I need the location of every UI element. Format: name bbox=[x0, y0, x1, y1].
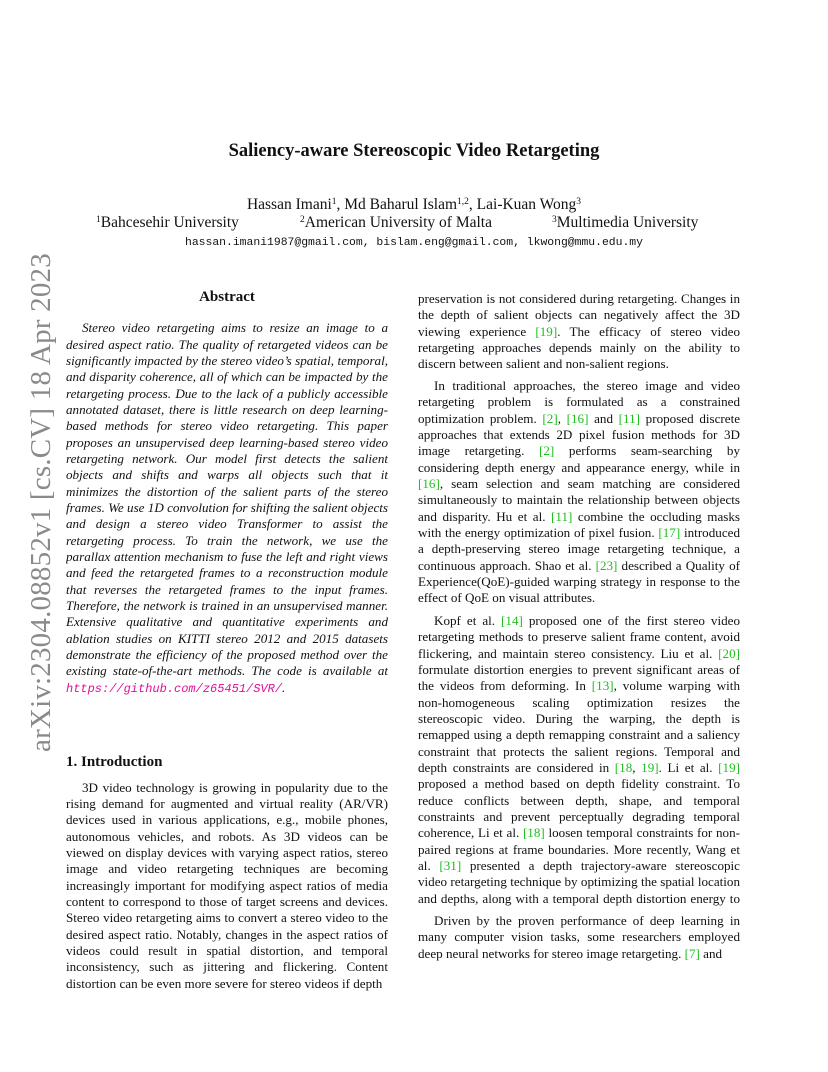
paragraph bbox=[418, 291, 740, 372]
intro-paragraph: 3D video technology is growing in popularity due to the rising demand for augmented and virtual reality (AR/VR) devices used in various applications, e.g., mobile phones, autonomous vehicles, and robots. As 3D videos can be viewed on display devices with varying aspect ratios, stereo image and video retargeting techniques are becoming increasingly important for modifying aspect ratios of media content to correspond to those of target screens and devices. Stereo video retargeting aims to convert a stereo video to the desired aspect ratio. Notably, changes in the aspect ratios of videos could result in spatial distortion, and temporal inconsistency, such as jittering and flickering. Content distortion can be even more severe for stereo videos if depth bbox=[66, 779, 388, 991]
body-text: formulate distortion energies to prevent significant areas of the videos from deforming. In bbox=[418, 661, 740, 694]
citation-link[interactable]: [17] bbox=[658, 524, 681, 540]
body-text: Kopf et al. bbox=[434, 613, 502, 628]
affil-sup: 2 bbox=[300, 215, 305, 225]
body-text: described a Quality of Experience(QoE)-guided warping strategy in response to the effect of QoE on visual attributes. bbox=[418, 557, 740, 606]
citation-link[interactable]: [2] bbox=[539, 443, 555, 459]
right-column bbox=[418, 291, 740, 968]
paragraph bbox=[418, 913, 740, 962]
body-text: proposed one of the first stereo video retargeting methods to preserve salient frame content, avoid flickering, and maintain stereo consistency. Liu et al. bbox=[418, 613, 740, 661]
author-affil-sup: 1,2 bbox=[457, 197, 469, 207]
section-heading-introduction: 1. Introduction bbox=[66, 754, 163, 771]
citation-link[interactable]: [2] bbox=[542, 410, 558, 426]
body-text: Driven by the proven performance of deep learning in many computer vision tasks, some researchers employed deep neural networks for stereo image retargeting. bbox=[418, 913, 740, 961]
arxiv-side-stamp: arXiv:2304.08852v1 [cs.CV] 18 Apr 2023 bbox=[25, 253, 57, 752]
paper-title: Saliency-aware Stereoscopic Video Retargeting bbox=[228, 141, 600, 161]
citation-link[interactable]: [13] bbox=[591, 678, 614, 694]
author-line bbox=[0, 196, 828, 214]
affiliation-3 bbox=[552, 214, 698, 232]
author-separator: , bbox=[468, 196, 477, 213]
affiliation-1 bbox=[96, 214, 239, 232]
body-text: loosen temporal constraints for non-paired regions at frame boundaries. More recently, Wang et al. bbox=[418, 825, 740, 873]
author-name: Hassan Imani bbox=[246, 196, 332, 213]
affil-sup: 1 bbox=[96, 215, 101, 225]
citation-link[interactable]: [16] bbox=[418, 475, 440, 491]
abstract-body bbox=[66, 320, 388, 728]
citation-link[interactable]: [18] bbox=[522, 825, 545, 841]
citation-link[interactable]: [31] bbox=[439, 857, 462, 873]
abstract-tail: . bbox=[282, 679, 286, 695]
paragraph bbox=[418, 378, 740, 607]
citation-link[interactable]: [18 bbox=[614, 759, 633, 775]
body-text: , volume warping with non-homogeneous scaling optimization resizes the stereoscopic video. During the warping, the depth is remapped using a depth remapping constraint and a saliency constraint that protects the salient regions. Temporal and depth constraints are considered in bbox=[418, 678, 740, 775]
author-emails: hassan.imani1987@gmail.com, bislam.eng@gmail.com, lkwong@mmu.edu.my bbox=[185, 237, 643, 249]
citation-link[interactable]: [16] bbox=[566, 410, 589, 426]
citation-link[interactable]: [19] bbox=[535, 323, 558, 339]
paragraph bbox=[418, 613, 740, 907]
body-text: . The efficacy of stereo video retargeting approaches depends mainly on the ability to discern between salient and non-salient regions. bbox=[418, 323, 740, 372]
body-text: introduced a depth-preserving stereo image retargeting technique, a continuous approach. Shao et al. bbox=[418, 524, 740, 573]
body-text: proposed a method based on depth fidelity constraint. To reduce conflicts between depth, shape, and temporal constraints and prevent perceptually degrading temporal coherence, Li et al. bbox=[418, 776, 740, 841]
affiliation-2 bbox=[300, 214, 492, 232]
author-affil-sup: 3 bbox=[576, 197, 582, 207]
citation-link[interactable]: [23] bbox=[595, 557, 618, 573]
citation-link[interactable]: [14] bbox=[501, 613, 523, 628]
body-text: , seam selection and seam matching are considered simultaneously to maintain the relationship between objects and disparity. Hu et al. bbox=[418, 475, 740, 524]
body-text: In traditional approaches, the stereo image and video retargeting problem is formulated as a constrained optimization problem. bbox=[418, 378, 740, 426]
citation-link[interactable]: [7] bbox=[684, 945, 700, 961]
code-link[interactable]: https://github.com/z65451/SVR/ bbox=[66, 681, 283, 696]
abstract-text: Stereo video retargeting aims to resize an image to a desired aspect ratio. The quality of retargeted videos can be significantly impacted by the stereo video’s spatial, temporal, and disparity coherence, all of which can be impacted by the retargeting process. Due to the lack of a publicly accessible annotated dataset, there is little research on deep learning-based methods for stereo video retargeting. This paper proposes an unsupervised deep learning-based stereo video retargeting network. Our model first detects the salient objects and shifts and warps all objects such that it minimizes the distortion of the salient parts of the stereo frames. We use 1D convolution for shifting the salient objects and design a stereo video Transformer to assist the retargeting process. To train the network, we use the parallax attention mechanism to fuse the left and right views and feed the retargeted frames to a reconstruction module that reverses the retargeted frames to the input frames. Therefore, the network is trained in an unsupervised manner. Extensive qualitative and quantitative experiments and ablation studies on KITTI stereo 2012 and 2015 datasets demonstrate the efficiency of the proposed method over the existing state-of-the-art methods. The code is available at bbox=[66, 320, 388, 679]
citation-link[interactable]: [11] bbox=[551, 508, 573, 524]
affil-name: Multimedia University bbox=[556, 214, 699, 231]
affil-name: American University of Malta bbox=[304, 214, 492, 231]
abstract-heading: Abstract bbox=[199, 289, 255, 305]
body-text: preservation is not considered during retargeting. Changes in the depth of salient objects can negatively affect the 3D viewing experience bbox=[418, 291, 740, 339]
left-column bbox=[66, 289, 388, 993]
citation-link[interactable]: [19] bbox=[718, 759, 740, 775]
author-name: Md Baharul Islam bbox=[344, 196, 458, 213]
body-text: , bbox=[632, 759, 642, 775]
body-text: , bbox=[557, 410, 567, 426]
body-text: combine the occluding masks with the energy optimization of pixel fusion. bbox=[418, 508, 740, 540]
author-affil-sup: 1 bbox=[331, 197, 337, 207]
body-text: and bbox=[588, 410, 619, 426]
affil-sup: 3 bbox=[552, 215, 557, 225]
body-text: . Li et al. bbox=[658, 759, 719, 775]
citation-link[interactable]: 19] bbox=[641, 759, 659, 775]
citation-link[interactable]: [11] bbox=[618, 410, 641, 426]
body-text: presented a depth trajectory-aware stereoscopic video retargeting technique by optimizing the spatial location and depths, along with a temporal depth distortion energy to bbox=[418, 857, 740, 906]
author-name: Lai-Kuan Wong bbox=[476, 196, 577, 213]
affil-name: Bahcesehir University bbox=[100, 214, 239, 231]
body-text: performs seam-searching by considering depth energy and appearance energy, while in bbox=[418, 443, 740, 475]
body-text: proposed discrete approaches that extends 2D pixel fusion methods for 3D image retargeting. bbox=[418, 410, 740, 459]
citation-link[interactable]: [20] bbox=[718, 645, 740, 661]
body-text: and bbox=[699, 945, 723, 961]
author-separator: , bbox=[336, 196, 345, 213]
